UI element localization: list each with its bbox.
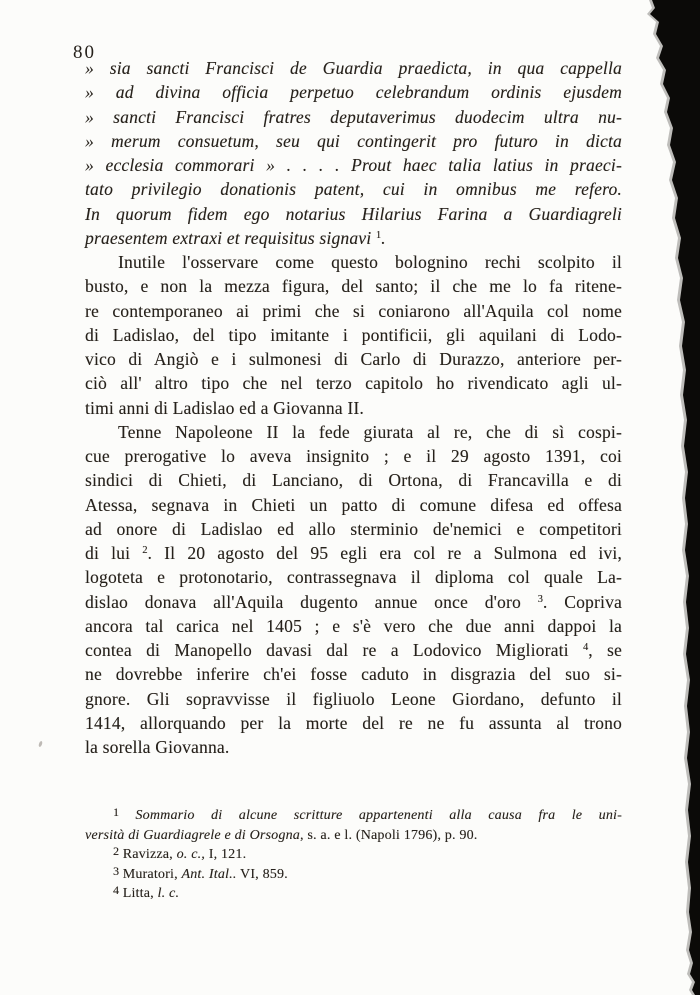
text-segment: sindici di Chieti, di Lanciano, di Ortona, di Francavilla e di (85, 470, 622, 491)
text-segment: l. c. (157, 886, 180, 901)
text-segment: ciò all' altro tipo che nel terzo capitolo ho rivendicato agli ul- (85, 373, 622, 394)
text-segment: . Copriva (542, 591, 622, 612)
footnote-line (85, 845, 622, 865)
quote-line (85, 56, 622, 80)
text-segment: Sommario di alcune scritture appartenenti alla causa fra le uni- (119, 808, 622, 823)
text-segment: » sancti Francisci fratres deputaverimus duodecim ultra nu- (85, 106, 622, 127)
quote-line (85, 177, 622, 201)
body-line (85, 541, 622, 565)
footnote-line (85, 826, 622, 846)
text-segment: o. c., (176, 847, 206, 862)
body-line (85, 638, 622, 662)
text-segment: . Il 20 agosto del 95 egli era col re a Sulmona ed ivi, (147, 543, 622, 563)
text-segment: » merum consuetum, seu qui contingerit pro futuro in dicta (85, 130, 622, 151)
text-segment: In quorum fidem ego notarius Hilarius Farina a Guardiagreli (85, 203, 622, 224)
quote-line (85, 226, 622, 250)
text-segment: 3 (113, 863, 119, 878)
text-segment: dislao donava all'Aquila dugento annue once d'oro (85, 591, 538, 612)
text-segment: VI, 859. (236, 866, 288, 882)
body-line (85, 711, 622, 735)
quote-line (85, 105, 622, 129)
text-segment: 3 (537, 593, 543, 605)
quote-line (85, 153, 622, 177)
text-segment: busto, e non la mezza figura, del santo; il che me lo fa ritene- (85, 276, 622, 297)
text-segment: tato privilegio donationis patent, cui in omnibus me refero. (85, 179, 622, 200)
text-segment: 1414, allorquando per la morte del re ne fu assunta al trono (85, 712, 622, 733)
text-segment: la sorella Giovanna. (85, 737, 230, 757)
main-text (85, 56, 622, 759)
text-segment: Ravizza, (119, 847, 177, 862)
body-line (85, 735, 622, 759)
body-line (85, 493, 622, 517)
body-line (85, 468, 622, 492)
text-segment: , s. a. e l. (Napoli 1796), p. 90. (299, 827, 478, 843)
body-line (85, 687, 622, 711)
text-segment: » ad divina officia perpetuo celebrandum ordinis ejusdem (85, 82, 622, 103)
body-line (85, 347, 622, 371)
text-segment: , se (588, 640, 622, 660)
quote-line (85, 129, 622, 153)
text-segment: cue prerogative lo aveva insignito ; e il 29 agosto 1391, coi (85, 446, 622, 466)
text-segment: Litta, (119, 886, 158, 901)
text-segment: ancora tal carica nel 1405 ; e s'è vero che due anni dappoi la (85, 615, 622, 636)
footnote-line (85, 884, 622, 904)
text-segment: ne dovrebbe inferire ch'ei fosse caduto in disgrazia del suo si- (85, 664, 622, 685)
text-segment: gnore. Gli sopravvisse il figliuolo Leone Giordano, defunto il (85, 688, 622, 709)
text-segment: re contemporaneo ai primi che si coniarono all'Aquila col nome (85, 300, 622, 321)
text-segment: Ant. Ital.. (181, 866, 237, 882)
text-segment: contea di Manopello davasi dal re a Lodovico Migliorati (85, 640, 583, 660)
body-line (85, 274, 622, 298)
body-line (85, 614, 622, 638)
text-segment: 1 (113, 805, 119, 819)
text-segment: 2 (113, 844, 119, 858)
footnote-line (85, 865, 622, 885)
body-line (85, 517, 622, 541)
text-segment: 2 (142, 545, 148, 556)
text-segment: vico di Angiò e i sulmonesi di Carlo di Durazzo, anteriore per- (85, 349, 622, 369)
text-segment: I, 121. (205, 847, 247, 862)
text-segment: versità di Guardiagrele e di Orsogna (85, 827, 300, 843)
text-segment: di Ladislao, del tipo imitante i pontificii, gli aquilani di Lodo- (85, 324, 622, 345)
page-number: 80 (73, 42, 96, 63)
text-segment: 4 (582, 642, 589, 653)
footnote-line (85, 806, 622, 826)
text-segment: Inutile l'osservare come questo bolognino rechi scolpito il (118, 252, 622, 272)
body-line (85, 250, 622, 274)
body-line (85, 444, 622, 468)
text-segment: » sia sancti Francisci de Guardia praedicta, in qua cappella (85, 58, 622, 78)
quote-line (85, 202, 622, 226)
body-line (85, 662, 622, 686)
scan-speck (38, 741, 43, 748)
text-segment: logoteta e protonotario, contrassegnava il diploma col quale La- (85, 567, 622, 588)
text-segment: 4 (113, 883, 119, 897)
text-segment: Muratori, (119, 866, 182, 882)
text-segment: praesentem extraxi et requisitus signavi (85, 227, 376, 248)
body-line (85, 323, 622, 347)
quote-line (85, 80, 622, 104)
body-line (85, 299, 622, 323)
text-segment: . (381, 227, 386, 248)
text-segment: di lui (85, 543, 143, 563)
text-segment: Tenne Napoleone II la fede giurata al re, che di sì cospi- (118, 421, 622, 442)
body-line (85, 371, 622, 395)
footnotes (85, 806, 622, 904)
body-line (85, 590, 622, 614)
text-segment: 1 (375, 229, 382, 241)
body-line (85, 420, 622, 444)
text-segment: ad onore di Ladislao ed allo sterminio de'nemici e competitori (85, 518, 622, 539)
text-segment: Atessa, segnava in Chieti un patto di comune difesa ed offesa (85, 494, 622, 515)
text-segment: » ecclesia commorari » . . . . Prout haec talia latius in praeci- (85, 155, 622, 175)
body-line (85, 565, 622, 589)
text-segment: timi anni di Ladislao ed a Giovanna II. (85, 397, 364, 418)
body-line (85, 396, 622, 420)
